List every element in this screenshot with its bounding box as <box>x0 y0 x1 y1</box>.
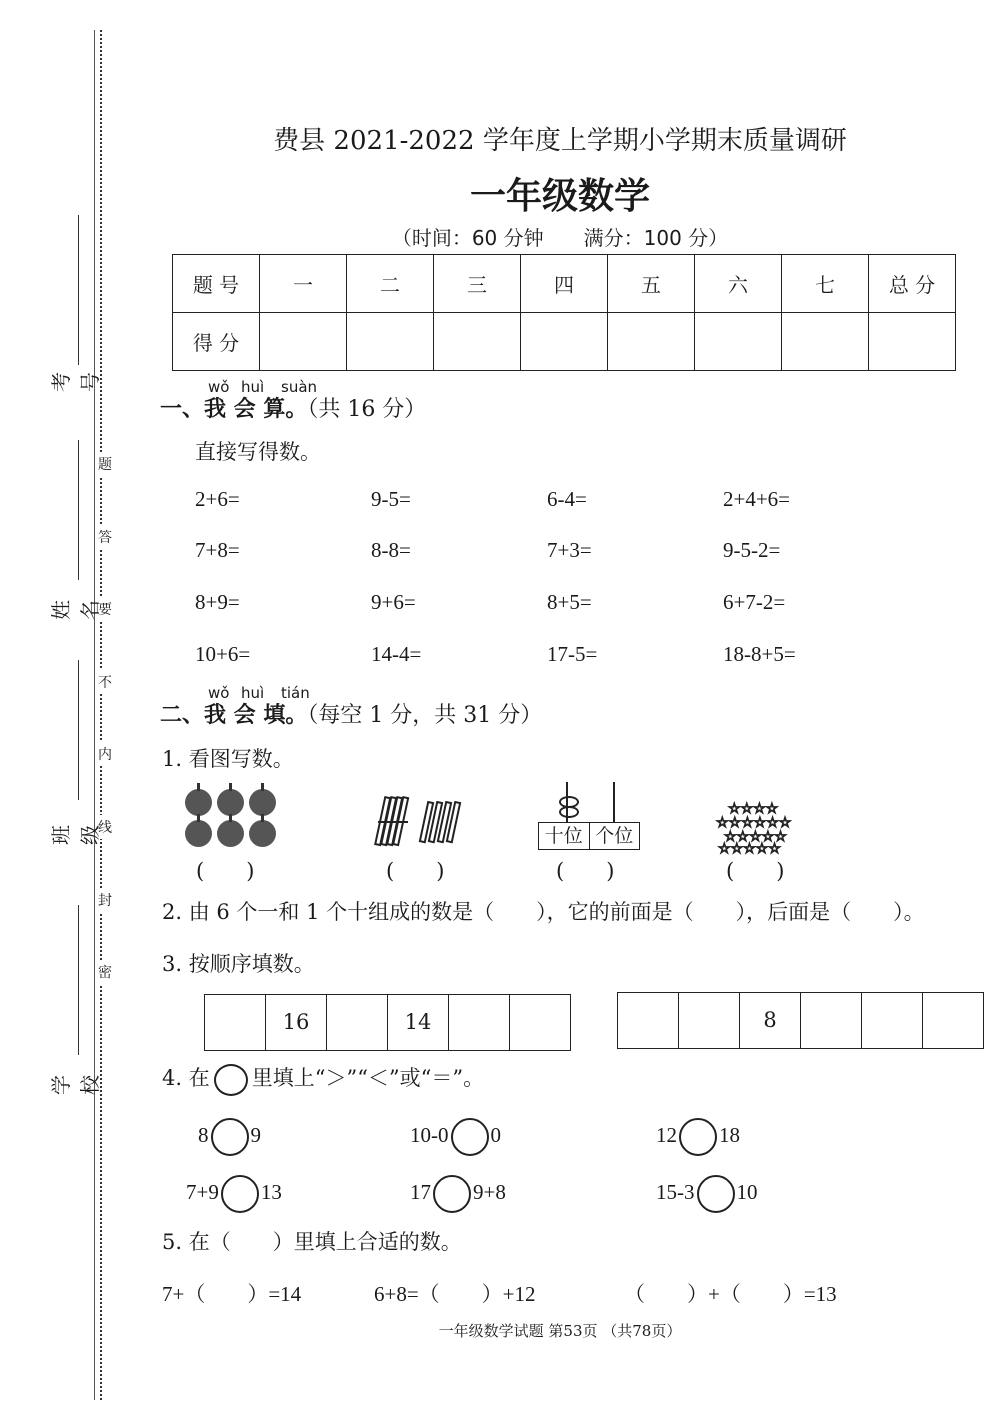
sequence-cell[interactable] <box>618 993 679 1048</box>
table-cell: 二 <box>347 255 434 313</box>
class-line <box>78 660 79 800</box>
equation: 7+3= <box>547 538 592 562</box>
score-table <box>172 254 956 371</box>
school-label: 学校 <box>49 1075 102 1095</box>
equation: 18-8+5= <box>723 642 796 666</box>
seal-char: 不 <box>98 670 112 694</box>
compare-left: 10-0 <box>410 1122 449 1147</box>
score-input-cell[interactable] <box>695 313 782 371</box>
compare-right: 0 <box>490 1122 501 1147</box>
score-input-cell[interactable] <box>608 313 695 371</box>
compare-left: 12 <box>656 1122 677 1147</box>
seal-char: 题 <box>98 452 112 476</box>
q3-text: 3. 按顺序填数。 <box>162 952 315 976</box>
apple-icon <box>185 820 212 847</box>
svg-text:☆☆☆☆☆: ☆☆☆☆☆ <box>724 829 787 845</box>
compare-item <box>410 1118 501 1156</box>
q2-text: 2. 由 6 个一和 1 个十组成的数是（ ），它的前面是（ ），后面是（ ）。 <box>162 900 925 924</box>
seal-char: 线 <box>98 815 112 839</box>
compare-circle[interactable] <box>211 1118 249 1156</box>
svg-text:☆☆☆☆☆☆: ☆☆☆☆☆☆ <box>716 815 792 831</box>
equation: 17-5= <box>547 642 598 666</box>
score-input-cell[interactable] <box>260 313 347 371</box>
fill-equation[interactable]: （ ）+（ ）=13 <box>624 1282 837 1306</box>
exam-title: 费县 2021-2022 学年度上学期小学期末质量调研 <box>273 126 847 156</box>
apple-icon <box>249 820 276 847</box>
table-cell: 五 <box>608 255 695 313</box>
sequence-cell[interactable] <box>862 993 923 1048</box>
compare-right: 9 <box>250 1122 261 1147</box>
name-label: 姓名 <box>49 600 102 620</box>
sequence-cell[interactable] <box>205 995 266 1050</box>
answer-blank[interactable]: ( ) <box>726 859 785 883</box>
compare-item <box>656 1175 758 1213</box>
equation: 6-4= <box>547 487 587 511</box>
equation: 2+6= <box>195 487 240 511</box>
sequence-cell: 16 <box>266 995 327 1050</box>
table-cell: 三 <box>434 255 521 313</box>
exam-no-label: 考号 <box>49 372 102 392</box>
compare-item <box>186 1175 282 1213</box>
apple-icon <box>249 789 276 816</box>
seal-char: 答 <box>98 525 112 549</box>
section1-label: 一、我 会 算。 <box>160 396 308 422</box>
equation: 14-4= <box>371 642 422 666</box>
svg-text:☆☆☆☆☆: ☆☆☆☆☆ <box>718 841 781 855</box>
q1-text: 1. 看图写数。 <box>162 747 294 771</box>
sequence-cell[interactable] <box>510 995 570 1050</box>
sticks-icon <box>372 792 472 852</box>
name-line <box>78 440 79 580</box>
score-input-cell[interactable] <box>782 313 869 371</box>
fill-equation[interactable]: 6+8=（ ）+12 <box>374 1282 536 1306</box>
sequence-boxes-2 <box>617 992 984 1049</box>
compare-left: 8 <box>198 1122 209 1147</box>
compare-circle[interactable] <box>221 1175 259 1213</box>
score-input-cell[interactable] <box>434 313 521 371</box>
compare-right: 9+8 <box>473 1179 506 1204</box>
pinyin: huì <box>241 378 265 396</box>
sequence-cell[interactable] <box>449 995 510 1050</box>
q5-text: 5. 在（ ）里填上合适的数。 <box>162 1230 462 1254</box>
svg-text:☆☆☆☆: ☆☆☆☆ <box>728 801 779 817</box>
pinyin: suàn <box>281 378 318 396</box>
exam-info: （时间：60 分钟 满分：100 分） <box>391 226 729 250</box>
table-row <box>173 313 956 371</box>
answer-blank[interactable]: ( ) <box>556 859 615 883</box>
equation: 10+6= <box>195 642 251 666</box>
pinyin: huì <box>241 684 265 702</box>
compare-left: 15-3 <box>656 1179 695 1204</box>
section1-points: （共 16 分） <box>307 397 427 422</box>
equation: 8-8= <box>371 538 411 562</box>
table-cell: 六 <box>695 255 782 313</box>
compare-circle[interactable] <box>451 1118 489 1156</box>
q4-suffix: 里填上“＞”“＜”或“＝”。 <box>251 1066 485 1090</box>
apple-icon <box>185 789 212 816</box>
compare-right: 18 <box>719 1122 740 1147</box>
equation: 9-5= <box>371 487 411 511</box>
equation: 7+8= <box>195 538 240 562</box>
pinyin: tián <box>281 684 310 702</box>
sequence-cell[interactable] <box>327 995 388 1050</box>
answer-blank[interactable]: ( ) <box>196 859 255 883</box>
equation: 6+7-2= <box>723 590 786 614</box>
seal-char: 要 <box>98 597 112 621</box>
table-cell: 得 分 <box>173 313 260 371</box>
tens-label: 十位 <box>539 823 590 849</box>
seal-char: 内 <box>98 742 112 766</box>
fill-equation[interactable]: 7+（ ）=14 <box>162 1282 302 1306</box>
table-cell: 总 分 <box>869 255 956 313</box>
compare-item <box>198 1118 261 1156</box>
sequence-boxes-1 <box>204 994 571 1051</box>
sequence-cell[interactable] <box>679 993 740 1048</box>
ones-label: 个位 <box>595 825 634 847</box>
stars-icon <box>714 797 806 855</box>
pinyin: wǒ <box>208 378 230 396</box>
seal-char: 密 <box>98 960 112 984</box>
answer-blank[interactable]: ( ) <box>386 859 445 883</box>
compare-item <box>410 1175 506 1213</box>
table-cell: 四 <box>521 255 608 313</box>
section1-heading <box>160 392 426 423</box>
sequence-cell: 8 <box>740 993 801 1048</box>
compare-circle[interactable] <box>679 1118 717 1156</box>
q4-prefix: 4. 在 <box>162 1066 210 1090</box>
compare-left: 7+9 <box>186 1179 219 1204</box>
table-cell: 七 <box>782 255 869 313</box>
section2-label: 二、我 会 填。 <box>160 702 308 728</box>
score-input-cell[interactable] <box>869 313 956 371</box>
sequence-cell: 14 <box>388 995 449 1050</box>
q4-text <box>162 1062 484 1096</box>
section2-heading <box>160 698 542 729</box>
equation: 8+9= <box>195 590 240 614</box>
compare-item <box>656 1118 740 1156</box>
score-input-cell[interactable] <box>347 313 434 371</box>
compare-right: 10 <box>736 1179 758 1204</box>
sequence-cell[interactable] <box>923 993 983 1048</box>
compare-left: 17 <box>410 1179 431 1204</box>
section1-instruction: 直接写得数。 <box>195 440 321 464</box>
compare-circle[interactable] <box>433 1175 471 1213</box>
section2-points: （每空 1 分，共 31 分） <box>307 703 543 728</box>
score-input-cell[interactable] <box>521 313 608 371</box>
table-cell: 一 <box>260 255 347 313</box>
circle-icon <box>214 1064 248 1096</box>
sequence-cell[interactable] <box>801 993 862 1048</box>
compare-circle[interactable] <box>697 1175 735 1213</box>
equation: 2+4+6= <box>723 487 791 511</box>
apple-icon <box>217 789 244 816</box>
page-footer: 一年级数学试题 第53页 （共78页） <box>438 1322 682 1340</box>
table-row <box>173 255 956 313</box>
class-label: 班级 <box>49 825 102 845</box>
subject-title: 一年级数学 <box>469 176 650 217</box>
equation: 9+6= <box>371 590 416 614</box>
equation: 8+5= <box>547 590 592 614</box>
school-line <box>78 905 79 1055</box>
table-cell: 题 号 <box>173 255 260 313</box>
seal-char: 封 <box>98 888 112 912</box>
equation: 9-5-2= <box>723 538 781 562</box>
apple-icon <box>217 820 244 847</box>
abacus-icon <box>538 782 638 852</box>
pinyin: wǒ <box>208 684 230 702</box>
compare-right: 13 <box>260 1179 282 1204</box>
